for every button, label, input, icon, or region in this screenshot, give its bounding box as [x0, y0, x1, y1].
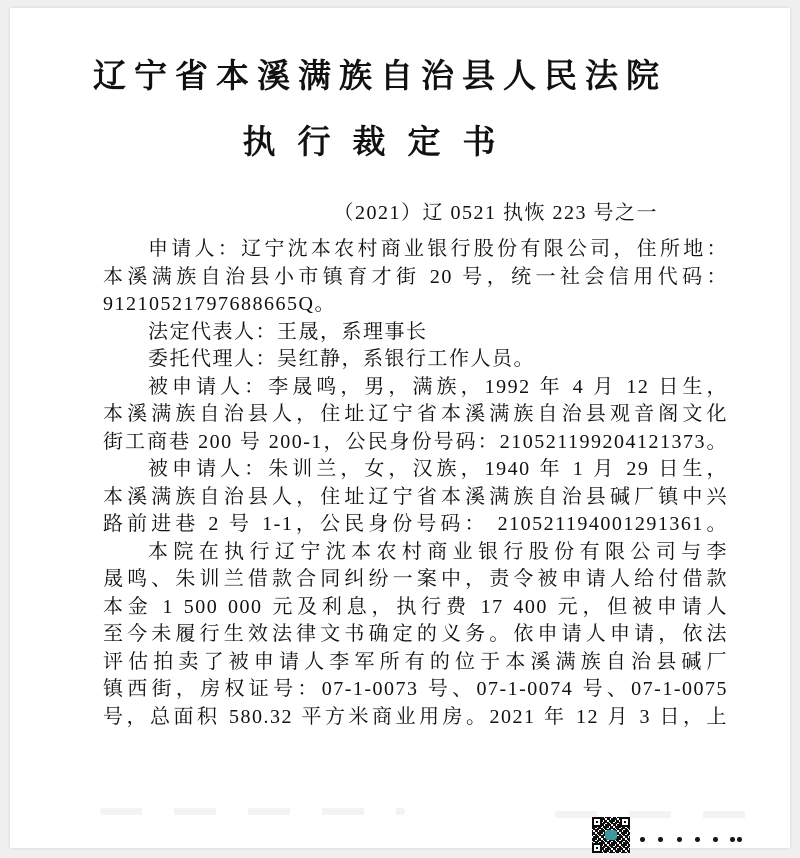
document-title-heading: 执行裁定书	[242, 125, 518, 161]
text-line: 本院在执行辽宁沈本农村商业银行股份有限公司与李	[148, 540, 728, 563]
text-line: 本溪满族自治县人，住址辽宁省本溪满族自治县碱厂镇中兴	[103, 485, 728, 508]
text-line: 评估拍卖了被申请人李军所有的位于本溪满族自治县碱厂	[103, 650, 728, 673]
dot-icon	[695, 837, 700, 842]
dot-icon	[730, 837, 735, 842]
document-page	[10, 8, 790, 848]
text-line: 91210521797688665Q。	[103, 293, 336, 315]
text-line: 镇西街，房权证号：07-1-0073 号、07-1-0074 号、07-1-0075	[103, 678, 728, 700]
text-line: 被申请人：朱训兰，女，汉族，1940 年 1 月 29 日生，	[148, 458, 728, 480]
qr-finder-icon	[592, 817, 602, 827]
text-line: 路前进巷 2 号 1-1，公民身份号码： 210521194001291361。	[103, 513, 728, 535]
dot-icon	[640, 837, 645, 842]
text-line: 晟鸣、朱训兰借款合同纠纷一案中，责令被申请人给付借款	[103, 568, 728, 590]
text-line: 法定代表人：王晟，系理事长	[148, 320, 428, 343]
qr-center-logo-icon	[605, 830, 617, 840]
scan-ghost-artifact	[555, 811, 770, 818]
qr-finder-icon	[592, 843, 602, 853]
text-line: 委托代理人：吴红静，系银行工作人员。	[148, 348, 535, 370]
text-line: 至今未履行生效法律文书确定的义务。依申请人申请，依法	[103, 623, 728, 645]
dot-icon	[737, 837, 742, 842]
text-line: 本溪满族自治县小市镇育才街 20 号，统一社会信用代码：	[103, 265, 728, 288]
dot-icon	[658, 837, 663, 842]
case-number-row	[103, 199, 728, 227]
text-line: 被申请人：李晟鸣，男，满族，1992 年 4 月 12 日生，	[148, 375, 728, 398]
qr-finder-icon	[620, 817, 630, 827]
text-line: 本溪满族自治县人，住址辽宁省本溪满族自治县观音阁文化	[103, 403, 728, 425]
text-line: 号，总面积 580.32 平方米商业用房。2021 年 12 月 3 日，上	[103, 705, 728, 728]
text-line: 街工商巷 200 号 200-1，公民身份号码：210521199204121373。	[103, 430, 728, 453]
text-line: 申请人：辽宁沈本农村商业银行股份有限公司，住所地：	[148, 238, 728, 260]
dot-icon	[677, 837, 682, 842]
dotted-line	[640, 837, 750, 843]
scan-ghost-artifact	[100, 808, 405, 815]
document-body	[103, 236, 728, 731]
dot-icon	[713, 837, 718, 842]
case-number: （2021）辽 0521 执恢 223 号之一	[333, 202, 658, 224]
court-name-heading: 辽宁省本溪满族自治县人民法院	[93, 59, 667, 95]
text-line: 本金 1 500 000 元及利息，执行费 17 400 元，但被申请人	[103, 595, 728, 618]
qr-code-icon	[592, 817, 630, 853]
